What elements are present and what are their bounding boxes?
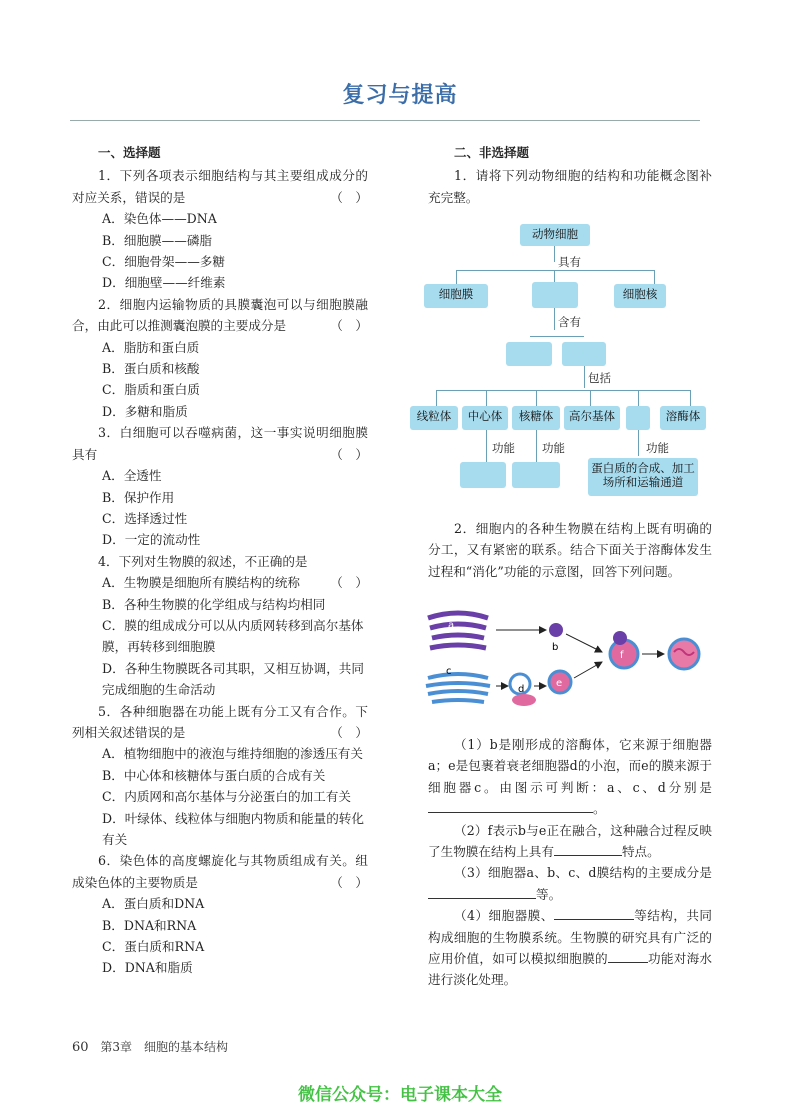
question-text: 2．细胞内运输物质的具膜囊泡可以与细胞膜融合，由此可以推测囊泡膜的主要成分是 [72, 296, 368, 334]
option: D．细胞壁——纤维素 [102, 275, 226, 291]
part-text: 等。 [536, 886, 562, 902]
node-animal-cell: 动物细胞 [520, 224, 590, 246]
option: C．内质网和高尔基体与分泌蛋白的加工有关 [102, 789, 351, 805]
part-text: 特点。 [621, 844, 660, 860]
label-b: b [552, 642, 559, 653]
node-ribosome: 核糖体 [512, 406, 560, 430]
fusion-f [610, 640, 638, 668]
option: A．植物细胞中的液泡与维持细胞的渗透压有关 [102, 746, 363, 762]
blank-node-2 [506, 342, 552, 366]
digestion-result [669, 639, 699, 669]
answer-blank[interactable] [554, 905, 634, 920]
label-includes: 包括 [588, 371, 611, 385]
organelle-a [428, 613, 488, 648]
concept-map [408, 218, 708, 508]
answer-parens: （ ） [330, 446, 368, 462]
option: B．中心体和核糖体与蛋白质的合成有关 [102, 767, 326, 783]
part-text: （2）f表示b与e正在融合，这种融合过程反映了生物膜在结构上具有 [428, 822, 712, 860]
node-golgi: 高尔基体 [564, 406, 620, 430]
question-2-part [428, 862, 712, 905]
question-stem [72, 850, 368, 893]
label-a: a [448, 620, 455, 631]
blank-node-4 [626, 406, 650, 430]
part-text: 功能对海水进行淡化处理。 [428, 951, 713, 988]
label-has: 具有 [558, 255, 581, 269]
label-f: f [620, 650, 624, 661]
question-stem [72, 701, 368, 744]
vesicle-b [549, 623, 563, 637]
blank-node-1 [532, 282, 578, 308]
label-function-2: 功能 [542, 441, 565, 455]
node-mitochondria: 线粒体 [410, 406, 458, 430]
option: C．膜的组成成分可以从内质网转移到高尔基体膜，再转移到细胞膜 [102, 617, 364, 655]
label-c: c [446, 666, 452, 677]
node-centrosome: 中心体 [462, 406, 508, 430]
option: A．染色体——DNA [102, 211, 217, 227]
option: B．保护作用 [102, 489, 175, 505]
question-text: 5．各种细胞器在功能上既有分工又有合作。下列相关叙述错误的是 [72, 703, 368, 740]
answer-parens: （ ） [330, 318, 368, 334]
question-text: 4．下列对生物膜的叙述，不正确的是 [98, 553, 308, 569]
node-nucleus: 细胞核 [614, 284, 666, 308]
question-text: 6．染色体的高度螺旋化与其物质组成有关。组成染色体的主要物质是 [72, 853, 368, 890]
question-2-part [428, 734, 712, 820]
option: C．脂质和蛋白质 [102, 382, 200, 398]
question-stem [72, 294, 368, 337]
option: B．细胞膜——磷脂 [102, 232, 213, 248]
option: C．蛋白质和RNA [102, 939, 205, 955]
part-text: （3）细胞器a、b、c、d膜结构的主要成分是 [454, 865, 712, 881]
label-function-3: 功能 [646, 441, 669, 455]
choice-questions [72, 165, 368, 978]
page-footer [72, 1038, 228, 1055]
blank-node-6 [512, 462, 560, 488]
node-er-function: 蛋白质的合成、加工场所和运输通道 [588, 458, 698, 496]
answer-parens: （ ） [330, 189, 368, 205]
option: C．选择透过性 [102, 510, 188, 526]
section-heading-choice: 一、选择题 [98, 145, 161, 160]
question-text: 3．白细胞可以吞噬病菌，这一事实说明细胞膜具有 [72, 425, 368, 462]
option: B．各种生物膜的化学组成与结构均相同 [102, 596, 326, 612]
option: B．DNA和RNA [102, 917, 197, 933]
question-stem [72, 165, 368, 208]
node-lysosome: 溶酶体 [660, 406, 706, 430]
node-cell-membrane: 细胞膜 [424, 284, 488, 308]
question-text: 1．下列各项表示细胞结构与其主要组成成分的对应关系，错误的是 [72, 168, 368, 205]
answer-blank[interactable] [554, 841, 622, 856]
organelle-d [512, 694, 536, 706]
answer-blank[interactable] [608, 948, 648, 963]
question-2-part [428, 905, 712, 991]
label-function-1: 功能 [492, 441, 515, 455]
label-d: d [518, 684, 525, 695]
option: A．生物膜是细胞所有膜结构的统称 [102, 575, 301, 591]
organelle-c [426, 666, 490, 702]
right-column [428, 142, 712, 208]
part-text: 等结构，共同构成细胞的生物膜系统。生物膜的研究具有广泛的应用价值，如可以模拟细胞膜的 [428, 908, 712, 967]
option: A．脂肪和蛋白质 [102, 339, 200, 355]
part-text: （1）b是刚形成的溶酶体，它来源于细胞器a；e是包裹着衰老细胞器d的小泡，而e的膜来源于细胞器c。由图示可判断：a、c、d分别是 [428, 737, 712, 795]
fusing-b [613, 631, 627, 645]
answer-blank[interactable] [428, 798, 593, 813]
option: D．各种生物膜既各司其职，又相互协调，共同完成细胞的生命活动 [102, 660, 364, 698]
question-2-parts [428, 734, 712, 991]
question-2-part [428, 820, 712, 863]
answer-parens: （ ） [330, 575, 368, 591]
option: D．DNA和脂质 [102, 960, 193, 976]
part-text: （4）细胞器膜、 [454, 908, 554, 924]
left-column [72, 142, 368, 979]
option: D．多糖和脂质 [102, 403, 188, 419]
option: D．叶绿体、线粒体与细胞内物质和能量的转化有关 [102, 810, 364, 847]
blank-node-5 [460, 462, 506, 488]
lysosome-illustration [418, 608, 710, 718]
watermark-text: 微信公众号：电子课本大全 [298, 1085, 502, 1105]
option: D．一定的流动性 [102, 532, 201, 548]
page-number: 60 [72, 1040, 89, 1055]
section-heading-nonchoice: 二、非选择题 [454, 145, 530, 160]
question-1-stem: 1．请将下列动物细胞的结构和功能概念图补充完整。 [428, 168, 712, 205]
option: A．全透性 [102, 468, 162, 484]
label-e: e [556, 678, 563, 689]
option: A．蛋白质和DNA [102, 896, 205, 912]
option: B．蛋白质和核酸 [102, 361, 200, 377]
blank-node-3 [562, 342, 606, 366]
answer-parens: （ ） [330, 724, 368, 740]
title-rule [70, 120, 700, 121]
page-title: 复习与提高 [342, 83, 458, 108]
label-contains: 含有 [558, 315, 581, 329]
part-text: 。 [593, 801, 606, 817]
question-stem [72, 422, 368, 465]
option: C．细胞骨架——多糖 [102, 254, 225, 270]
answer-parens: （ ） [330, 874, 368, 890]
answer-blank[interactable] [428, 884, 536, 899]
question-2-stem: 2．细胞内的各种生物膜在结构上既有明确的分工，又有紧密的联系。结合下面关于溶酶体发生过程和“消化”功能的示意图，回答下列问题。 [428, 521, 712, 579]
chapter-title: 第3章 细胞的基本结构 [100, 1040, 229, 1054]
